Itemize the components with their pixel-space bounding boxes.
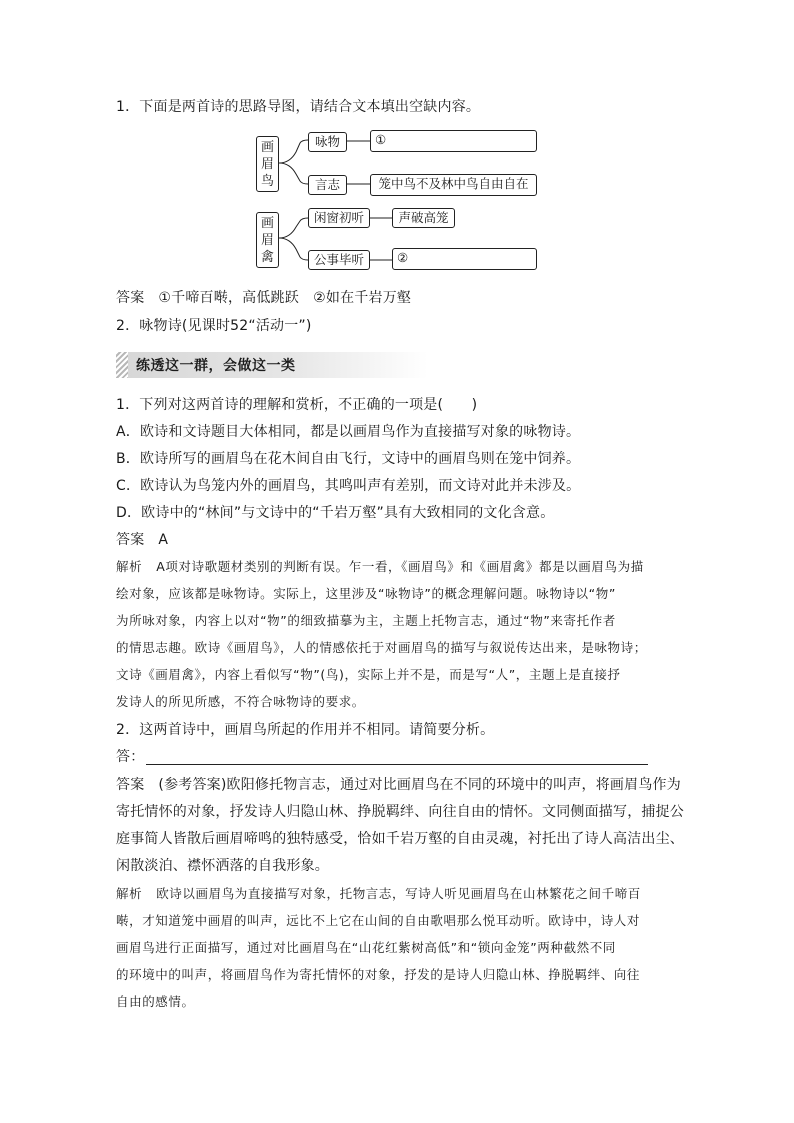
q2-analysis-line: 的环境中的叫声，将画眉鸟作为寄托情怀的对象，抒发的是诗人归隐山林、挣脱羁绊、向往 [116, 967, 641, 982]
poem-1-title-char: 画 [260, 140, 274, 155]
poem-2-branch-1-content: 声破高笼 [392, 208, 455, 228]
mc-answer [116, 529, 686, 551]
mc-option-a: A．欧诗和文诗题目大体相同，都是以画眉鸟作为直接描写对象的咏物诗。 [116, 424, 581, 440]
answer-text: (参考答案)欧阳修托物言志，通过对比画眉鸟在不同的环境中的叫声，将画眉鸟作为 [158, 777, 681, 793]
q2-analysis-line: 自由的感情。 [116, 994, 195, 1009]
poem-2-title-char: 画 [260, 216, 274, 231]
q2-answer-line: 庭事简人皆散后画眉啼鸣的独特感受，恰如千岩万壑的自由灵魂，衬托出了诗人高洁出尘、 [116, 831, 684, 847]
section-banner [116, 352, 428, 378]
mc-analysis-line [116, 556, 686, 578]
q2-answer-line [116, 774, 686, 796]
q2-answer-line: 寄托情怀的对象，抒发诗人归隐山林、挣脱羁绊、向往自由的情怀。文同侧面描写，捕捉公 [116, 804, 684, 820]
section-title: 练透这一群，会做这一类 [136, 358, 296, 374]
poem-1-branch-2-content: 笼中鸟不及林中鸟自由自在 [370, 174, 537, 196]
answer-label: 答案 [116, 777, 145, 793]
analysis-text: 欧诗以画眉鸟为直接描写对象，托物言志，写诗人听见画眉鸟在山林繁花之间千啼百 [156, 886, 641, 901]
analysis-label: 解析 [116, 559, 143, 574]
banner-stripe [116, 352, 128, 378]
analysis-label: 解析 [116, 886, 143, 901]
q2-analysis-line [116, 883, 686, 905]
poem-1-title-char: 眉 [260, 157, 274, 172]
poem-2-title-char: 禽 [260, 250, 274, 265]
q2-answer-prompt: 答： [116, 749, 145, 765]
poem-1-branch-2-label: 言志 [308, 175, 347, 195]
mc-option-b: B．欧诗所写的画眉鸟在花木间自由飞行，文诗中的画眉鸟则在笼中饲养。 [116, 451, 581, 467]
mc-analysis-line: 发诗人的所见所感，不符合咏物诗的要求。 [116, 694, 365, 709]
mc-analysis-line: 的情思志趣。欧诗《画眉鸟》，人的情感依托于对画眉鸟的描写与叙说传达出来，是咏物诗； [116, 640, 647, 655]
analysis-text: A项对诗歌题材类别的判断有误。乍一看，《画眉鸟》和《画眉禽》都是以画眉鸟为描 [156, 559, 644, 574]
poem-2-title-box [256, 212, 279, 268]
mc-question-stem: 1．下列对这两首诗的理解和赏析，不正确的一项是( ) [116, 397, 478, 413]
mc-analysis-line: 文诗《画眉禽》，内容上看似写“物”(鸟)，实际上并不是，而是写“人”，主题上是直接抒 [116, 667, 621, 682]
mc-option-d: D．欧诗中的“林间”与文诗中的“千岩万壑”具有大致相同的文化含意。 [116, 505, 555, 521]
answer-label: 答案 [116, 532, 145, 548]
question-1-prompt: 1．下面是两首诗的思路导图，请结合文本填出空缺内容。 [116, 99, 481, 115]
question-2-heading: 2．咏物诗(见课时52“活动一”) [116, 318, 312, 334]
mc-option-c: C．欧诗认为鸟笼内外的画眉鸟，其鸣叫声有差别，而文诗对此并未涉及。 [116, 478, 581, 494]
question-1-answer [116, 287, 686, 309]
poem-1-title-box [256, 136, 279, 192]
q2-analysis-line: 画眉鸟进行正面描写，通过对比画眉鸟在“山花红紫树高低”和“锁向金笼”两种截然不同 [116, 940, 616, 955]
poem-1-blank-1: ① [370, 130, 537, 152]
poem-1-branch-1-label: 咏物 [308, 132, 347, 152]
q2-analysis-line: 啭，才知道笼中画眉的叫声，远比不上它在山间的自由歌唱那么悦耳动听。欧诗中，诗人对 [116, 913, 641, 928]
answer-text: ①千啼百啭，高低跳跃 ②如在千岩万壑 [158, 290, 412, 306]
poem-2-title-char: 眉 [260, 233, 274, 248]
answer-label: 答案 [116, 290, 145, 306]
q2-answer-line: 闲散淡泊、襟怀洒落的自我形象。 [116, 858, 329, 874]
answer-text: A [158, 532, 169, 548]
mc-analysis-line: 为所咏对象，内容上以对“物”的细致描摹为主，主题上托物言志，通过“物”来寄托作者 [116, 613, 616, 628]
q2-stem: 2．这两首诗中，画眉鸟所起的作用并不相同。请简要分析。 [116, 722, 495, 738]
poem-2-branch-2-label: 公事毕听 [308, 250, 370, 270]
poem-2-blank-2: ② [392, 248, 537, 270]
answer-blank-line[interactable] [146, 764, 648, 765]
poem-2-branch-1-label: 闲窗初听 [308, 208, 370, 228]
poem-1-title-char: 鸟 [260, 174, 274, 189]
mc-analysis-line: 绘对象，应该都是咏物诗。实际上，这里涉及“咏物诗”的概念理解问题。咏物诗以“物” [116, 586, 616, 601]
